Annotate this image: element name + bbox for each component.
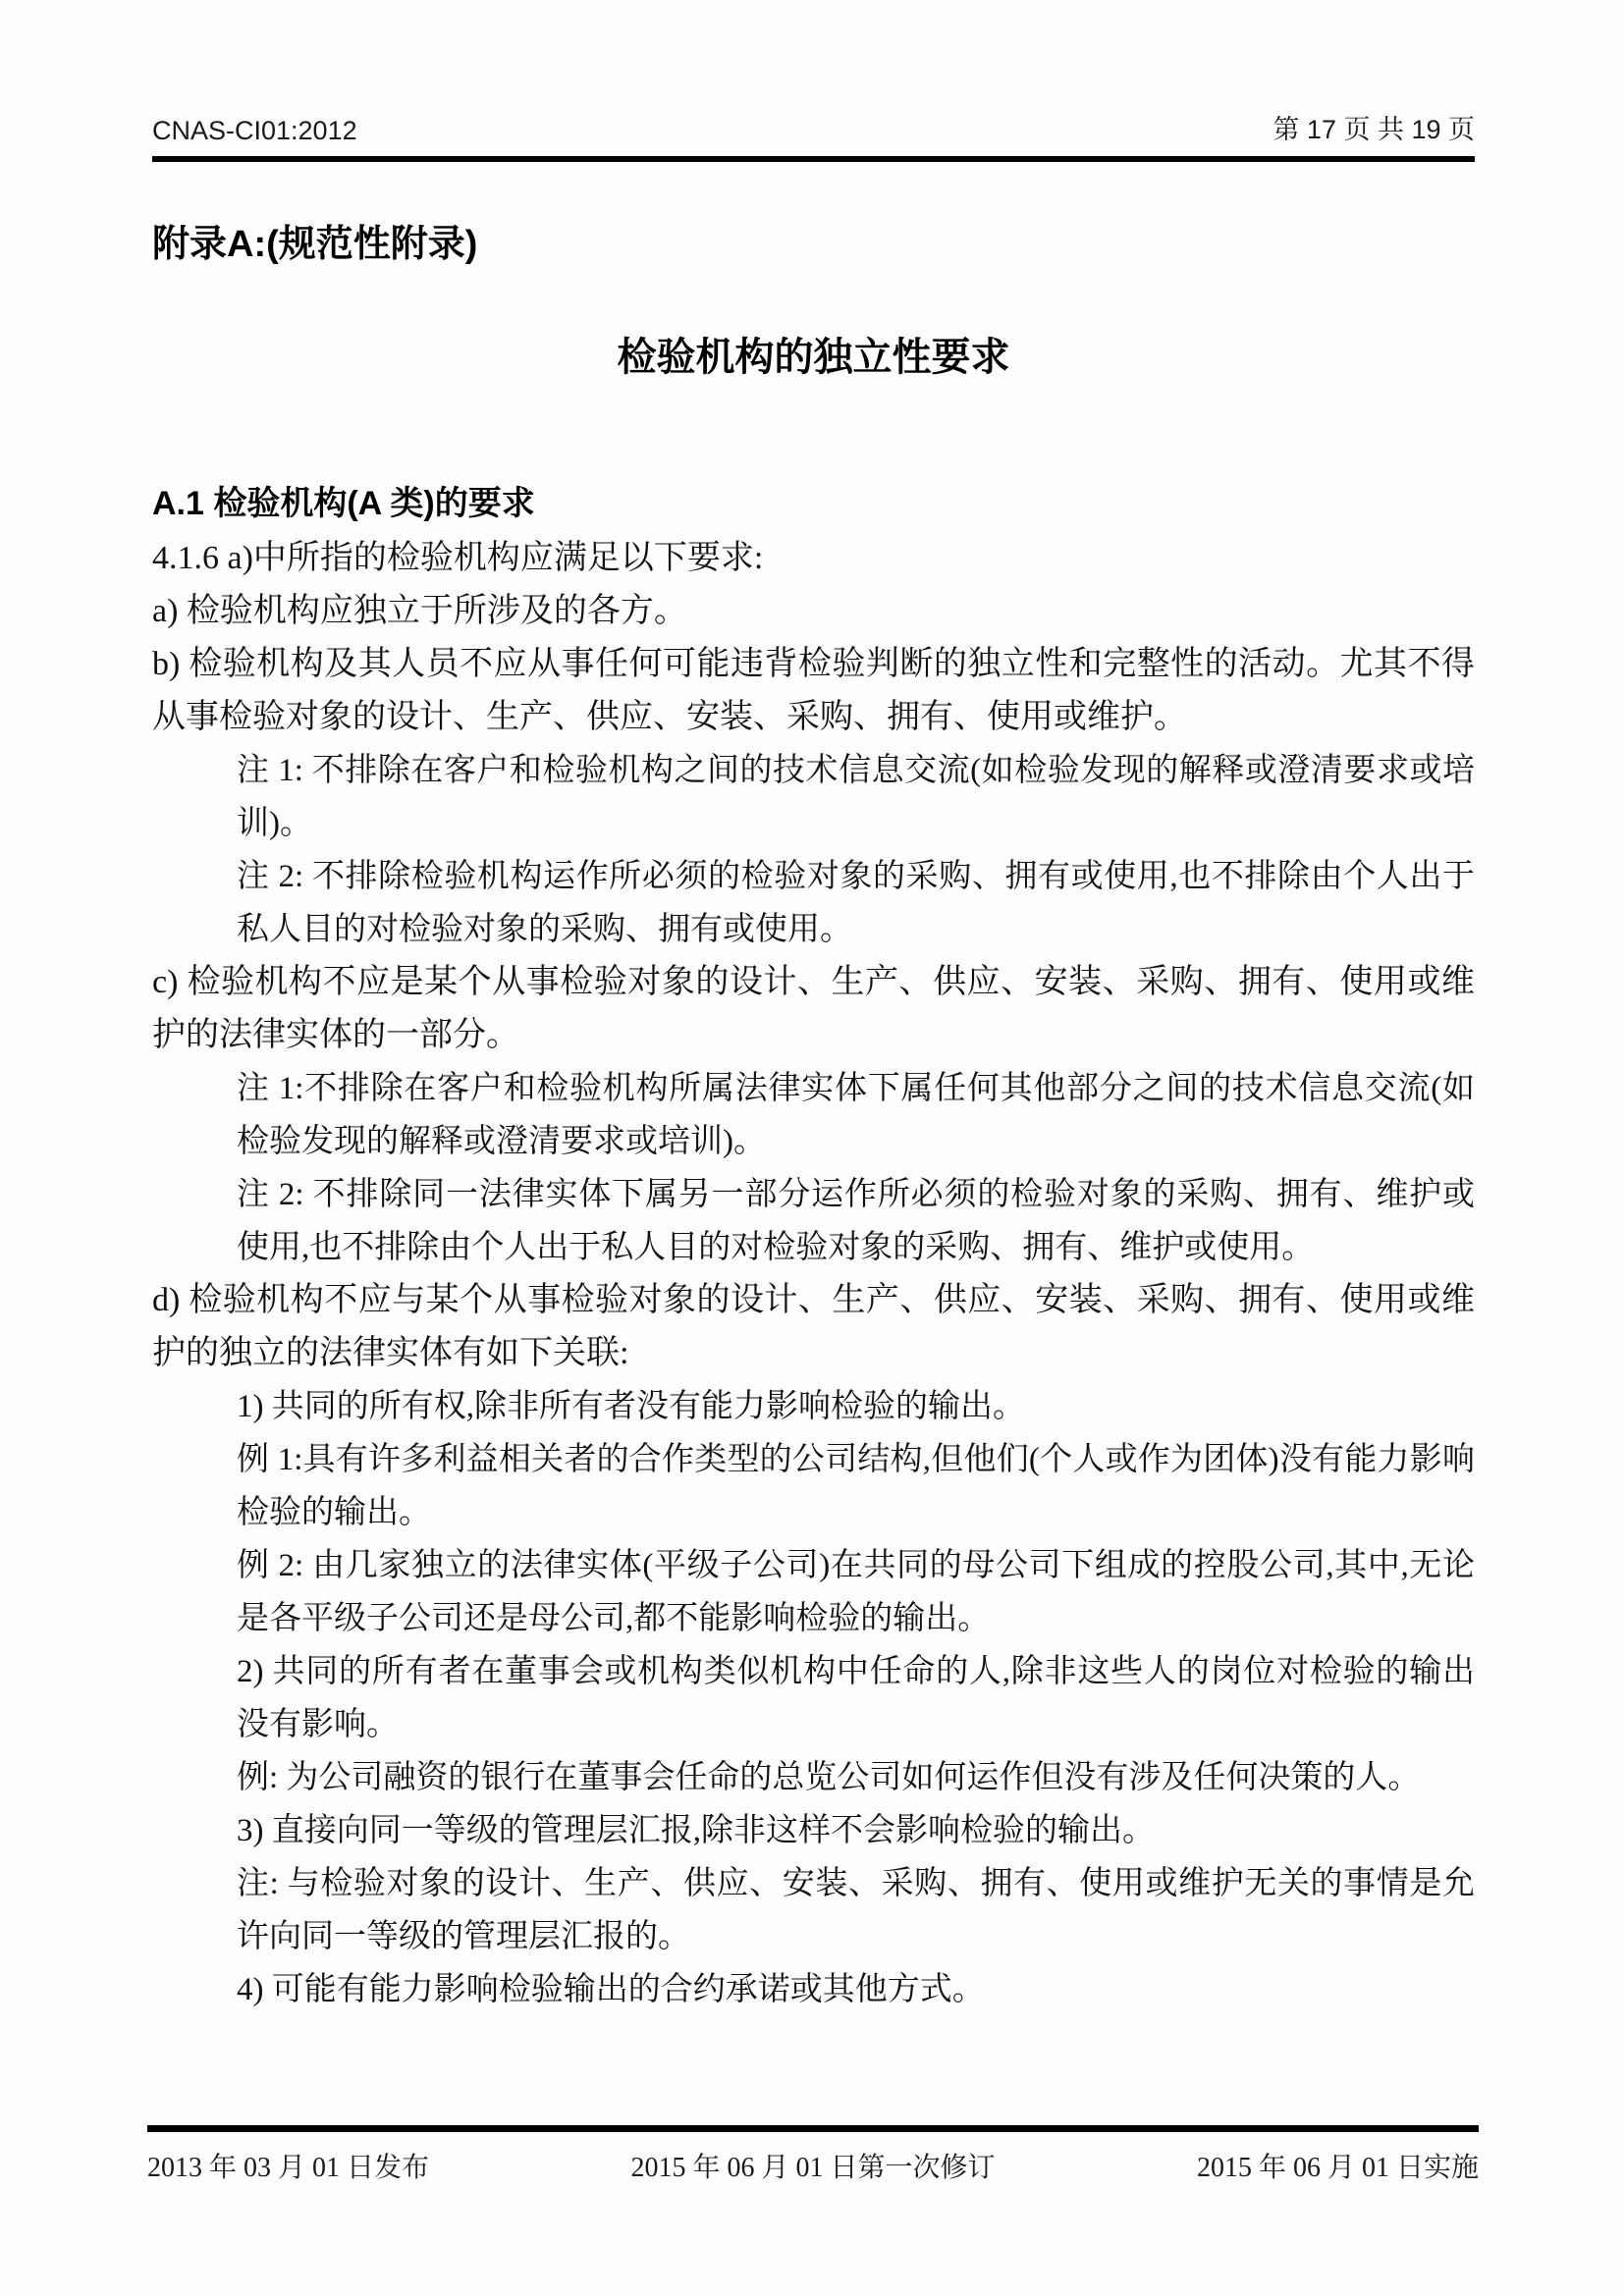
clause-paragraph: c) 检验机构不应是某个从事检验对象的设计、生产、供应、安装、采购、拥有、使用或维护的法律实体的一部分。 — [152, 964, 1475, 1053]
body-text — [152, 532, 1475, 2016]
implementation-date: 2015 年 06 月 01 日实施 — [1196, 2153, 1479, 2183]
note-paragraph: 例 1:具有许多利益相关者的合作类型的公司结构,但他们(个人或作为团体)没有能力影响检验的输出。 — [237, 1442, 1475, 1530]
note-paragraph: 例 2: 由几家独立的法律实体(平级子公司)在共同的母公司下组成的控股公司,其中,无论是各平级子公司还是母公司,都不能影响检验的输出。 — [237, 1548, 1475, 1636]
note-paragraph: 注 1: 不排除在客户和检验机构之间的技术信息交流(如检验发现的解释或澄清要求或培训)。 — [237, 753, 1475, 841]
clause-paragraph: 4.1.6 a)中所指的检验机构应满足以下要求: — [152, 540, 764, 576]
footer-dates — [147, 2146, 1479, 2185]
footer-divider — [147, 2125, 1479, 2132]
clause-paragraph: b) 检验机构及其人员不应从事任何可能违背检验判断的独立性和完整性的活动。尤其不得从事检验对象的设计、生产、供应、安装、采购、拥有、使用或维护。 — [152, 646, 1475, 735]
note-paragraph: 注: 与检验对象的设计、生产、供应、安装、采购、拥有、使用或维护无关的事情是允许向同一等级的管理层汇报的。 — [237, 1866, 1475, 1954]
note-paragraph: 1) 共同的所有权,除非所有者没有能力影响检验的输出。 — [237, 1389, 1025, 1424]
document-id: CNAS-CI01:2012 — [152, 116, 357, 145]
header-divider — [152, 156, 1475, 162]
page-header — [152, 0, 1475, 146]
appendix-heading: 附录A:(规范性附录) — [152, 224, 478, 265]
note-paragraph: 3) 直接向同一等级的管理层汇报,除非这样不会影响检验的输出。 — [237, 1813, 1155, 1848]
note-paragraph: 例: 为公司融资的银行在董事会任命的总览公司如何运作但没有涉及任何决策的人。 — [237, 1760, 1421, 1795]
clause-paragraph: a) 检验机构应独立于所涉及的各方。 — [152, 593, 687, 629]
note-paragraph: 2) 共同的所有者在董事会或机构类似机构中任命的人,除非这些人的岗位对检验的输出没有影响。 — [237, 1654, 1475, 1742]
page-footer — [147, 2125, 1479, 2185]
appendix-title: 检验机构的独立性要求 — [617, 336, 1010, 379]
release-date: 2013 年 03 月 01 日发布 — [147, 2153, 430, 2183]
page-number: 第 17 页 共 19 页 — [1272, 115, 1475, 144]
note-paragraph: 注 2: 不排除同一法律实体下属另一部分运作所必须的检验对象的采购、拥有、维护或使用,也不排除由个人出于私人目的对检验对象的采购、拥有、维护或使用。 — [237, 1177, 1475, 1265]
revision-date: 2015 年 06 月 01 日第一次修订 — [630, 2153, 996, 2183]
section-heading: A.1 检验机构(A 类)的要求 — [152, 485, 535, 522]
note-paragraph: 4) 可能有能力影响检验输出的合约承诺或其他方式。 — [237, 1972, 985, 2007]
note-paragraph: 注 2: 不排除检验机构运作所必须的检验对象的采购、拥有或使用,也不排除由个人出于私人目的对检验对象的采购、拥有或使用。 — [237, 859, 1475, 947]
page-content — [152, 0, 1475, 2016]
clause-paragraph: d) 检验机构不应与某个从事检验对象的设计、生产、供应、安装、采购、拥有、使用或维护的独立的法律实体有如下关联: — [152, 1282, 1475, 1371]
note-paragraph: 注 1:不排除在客户和检验机构所属法律实体下属任何其他部分之间的技术信息交流(如检验发现的解释或澄清要求或培训)。 — [237, 1071, 1475, 1159]
